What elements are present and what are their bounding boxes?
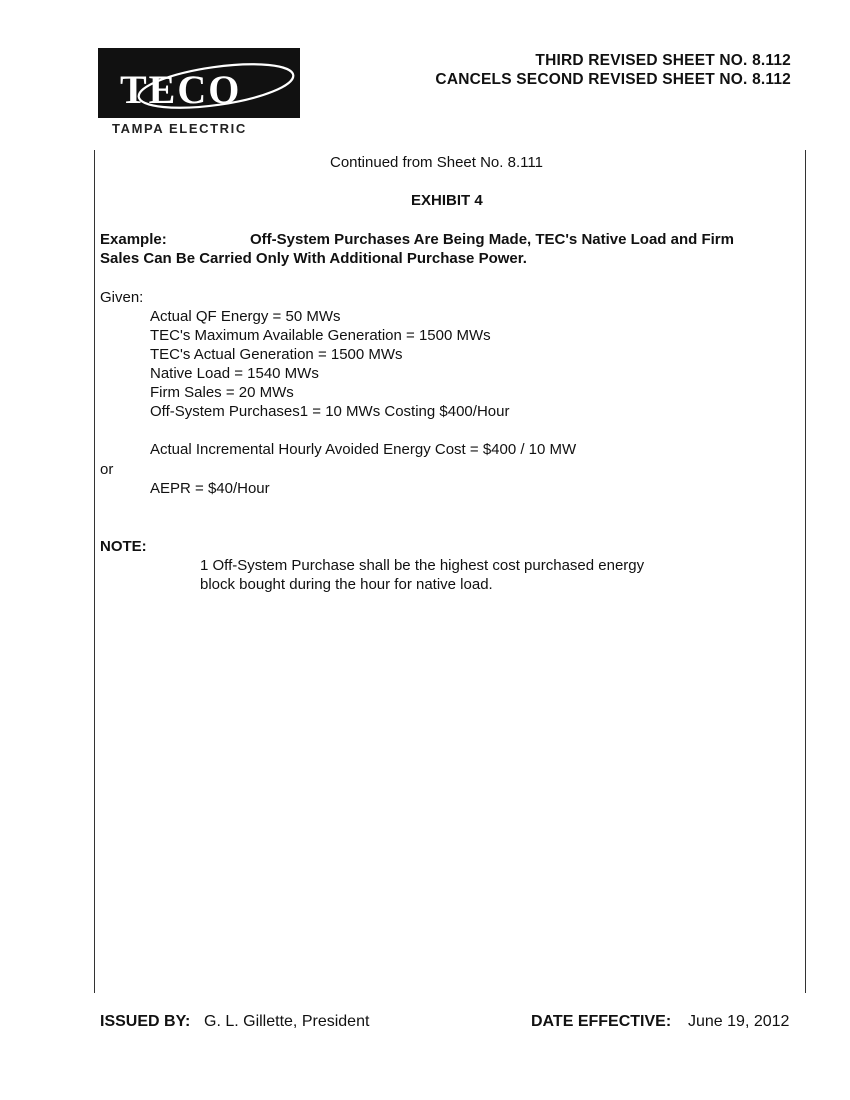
- given-item: TEC's Actual Generation = 1500 MWs: [150, 346, 403, 363]
- cancels-sheet: CANCELS SECOND REVISED SHEET NO. 8.112: [435, 71, 791, 88]
- example-text-line2: Sales Can Be Carried Only With Additional Purchase Power.: [100, 250, 527, 267]
- note-line: 1 Off-System Purchase shall be the highest cost purchased energy: [200, 557, 645, 574]
- right-border-rule: [805, 150, 806, 993]
- teco-logo-mark: [98, 48, 300, 118]
- given-item: TEC's Maximum Available Generation = 1500 MWs: [150, 327, 491, 344]
- sheet-number: THIRD REVISED SHEET NO. 8.112: [535, 52, 791, 69]
- given-item: Firm Sales = 20 MWs: [150, 384, 294, 401]
- given-label: Given:: [100, 289, 144, 306]
- example-label: Example:: [100, 231, 167, 248]
- avoided-cost-line: Actual Incremental Hourly Avoided Energy Cost = $400 / 10 MW: [150, 441, 577, 458]
- left-border-rule: [94, 150, 95, 993]
- or-label: or: [100, 461, 114, 478]
- date-effective-label: DATE EFFECTIVE:: [531, 1013, 672, 1030]
- continued-from: Continued from Sheet No. 8.111: [330, 154, 543, 171]
- issued-by-label: ISSUED BY:: [100, 1013, 191, 1030]
- aepr-line: AEPR = $40/Hour: [150, 480, 270, 497]
- teco-logo: [98, 48, 300, 118]
- note-line: block bought during the hour for native load.: [200, 576, 493, 593]
- given-item: Native Load = 1540 MWs: [150, 365, 319, 382]
- given-item: Off-System Purchases1 = 10 MWs Costing $400/Hour: [150, 403, 510, 420]
- given-item: Actual QF Energy = 50 MWs: [150, 308, 341, 325]
- date-effective-value: June 19, 2012: [688, 1013, 790, 1030]
- logo-wordmark: TECO: [120, 67, 242, 112]
- example-text-line1: Off-System Purchases Are Being Made, TEC's Native Load and Firm: [250, 231, 734, 248]
- logo-subtitle: TAMPA ELECTRIC: [112, 121, 247, 136]
- exhibit-title: EXHIBIT 4: [411, 192, 483, 209]
- issued-by-value: G. L. Gillette, President: [204, 1013, 370, 1030]
- note-label: NOTE:: [100, 538, 147, 555]
